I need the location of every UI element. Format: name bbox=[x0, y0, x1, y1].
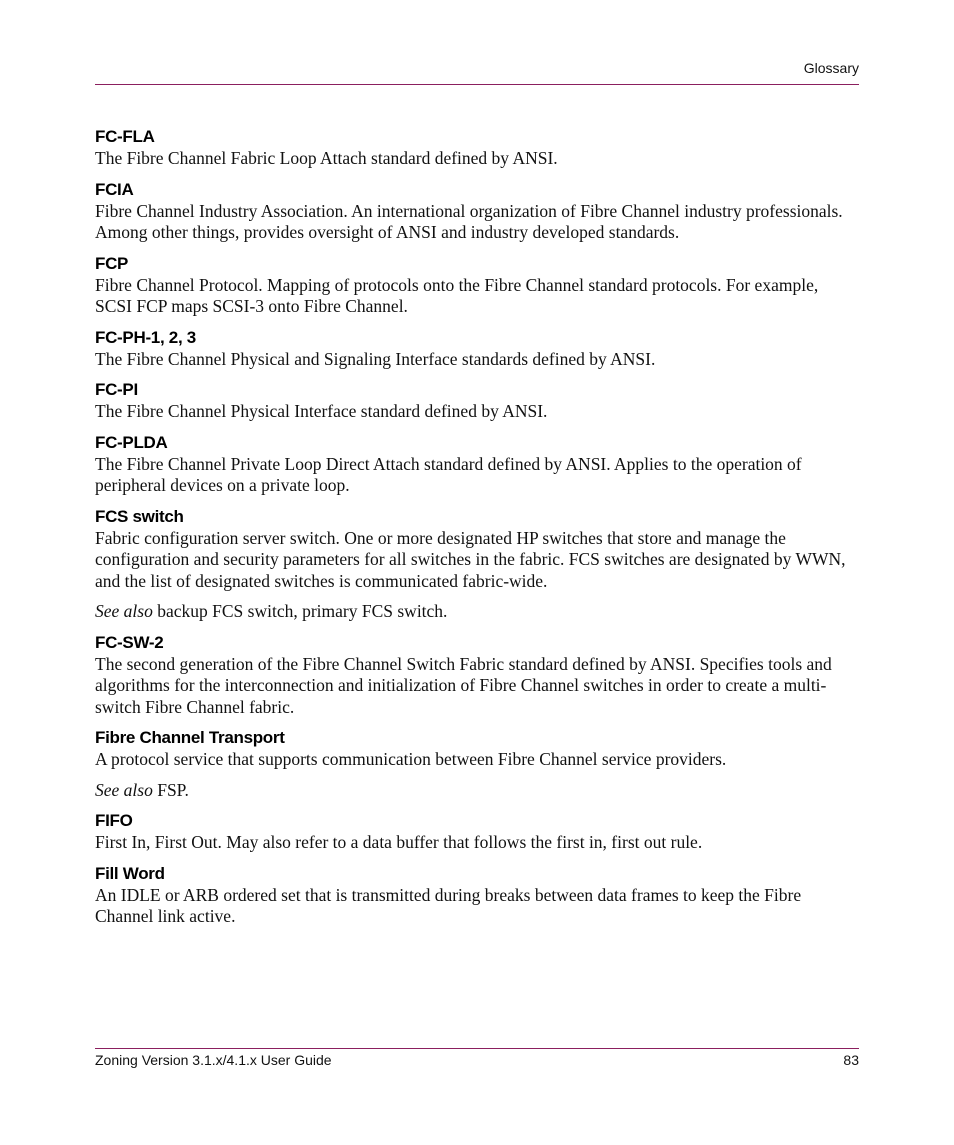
glossary-entry bbox=[95, 632, 859, 719]
glossary-entry bbox=[95, 253, 859, 318]
glossary-definition: The Fibre Channel Physical Interface standard defined by ANSI. bbox=[95, 401, 548, 421]
glossary-definition: An IDLE or ARB ordered set that is transmitted during breaks between data frames to keep the Fibre Channel link active. bbox=[95, 884, 802, 926]
glossary-entry bbox=[95, 432, 859, 497]
page-footer bbox=[95, 1048, 859, 1077]
glossary-entry bbox=[95, 863, 859, 928]
glossary-term: FC-SW-2 bbox=[95, 632, 164, 652]
glossary-definition: First In, First Out. May also refer to a data buffer that follows the first in, first out rule. bbox=[95, 832, 703, 852]
glossary-definition: Fibre Channel Protocol. Mapping of protocols onto the Fibre Channel standard protocols. For example, SCSI FCP maps SCSI-3 onto Fibre Channel. bbox=[95, 274, 819, 316]
glossary-term: FIFO bbox=[95, 811, 133, 830]
glossary-definition: A protocol service that supports communication between Fibre Channel service providers. bbox=[95, 749, 727, 769]
glossary-entry bbox=[95, 179, 859, 244]
glossary-term: FC-FLA bbox=[95, 127, 155, 146]
glossary-content bbox=[95, 126, 859, 937]
footer-document-title: Zoning Version 3.1.x/4.1.x User Guide bbox=[95, 1052, 332, 1068]
glossary-definition: The Fibre Channel Physical and Signaling Interface standards defined by ANSI. bbox=[95, 348, 656, 369]
see-also-text: backup FCS switch, primary FCS switch. bbox=[152, 601, 448, 621]
glossary-entry bbox=[95, 810, 859, 854]
glossary-definition: The Fibre Channel Fabric Loop Attach standard defined by ANSI. bbox=[95, 148, 558, 168]
glossary-term: Fibre Channel Transport bbox=[95, 728, 285, 747]
glossary-term: FC-PLDA bbox=[95, 432, 168, 452]
see-also-lead: See also bbox=[95, 601, 153, 621]
glossary-term: FCS switch bbox=[95, 506, 184, 526]
glossary-term: FC-PI bbox=[95, 380, 138, 399]
glossary-term: Fill Word bbox=[95, 863, 165, 883]
footer-page-number: 83 bbox=[843, 1052, 859, 1068]
see-also-text: FSP. bbox=[152, 779, 189, 800]
glossary-entry bbox=[95, 126, 859, 170]
glossary-entry bbox=[95, 727, 859, 801]
header-section-title: Glossary bbox=[803, 60, 859, 76]
page-header bbox=[95, 58, 859, 85]
glossary-term: FCP bbox=[95, 253, 129, 273]
glossary-entry bbox=[95, 506, 859, 623]
glossary-term: FC-PH-1, 2, 3 bbox=[95, 327, 196, 347]
glossary-definition: Fibre Channel Industry Association. An international organization of Fibre Channel industry professionals. Among other things, provides oversight of ANSI and industry developed standards. bbox=[95, 200, 843, 242]
see-also-lead: See also bbox=[95, 779, 153, 800]
glossary-definition: The second generation of the Fibre Channel Switch Fabric standard defined by ANSI. Specifies tools and algorithms for the interconnection and initialization of Fibre Channel switches in order to create a multi-switch Fibre Channel fabric. bbox=[95, 653, 832, 717]
glossary-definition: The Fibre Channel Private Loop Direct Attach standard defined by ANSI. Applies to the operation of peripheral devices on a private loop. bbox=[95, 453, 802, 495]
glossary-definition: Fabric configuration server switch. One or more designated HP switches that store and manage the configuration and security parameters for all switches in the fabric. FCS switches are designated by WWN, and the list of designated switches is communicated fabric-wide. bbox=[95, 527, 846, 591]
see-also-line bbox=[95, 780, 859, 802]
glossary-entry bbox=[95, 379, 859, 423]
glossary-term: FCIA bbox=[95, 179, 134, 199]
see-also-line bbox=[95, 601, 859, 623]
glossary-entry bbox=[95, 327, 859, 371]
